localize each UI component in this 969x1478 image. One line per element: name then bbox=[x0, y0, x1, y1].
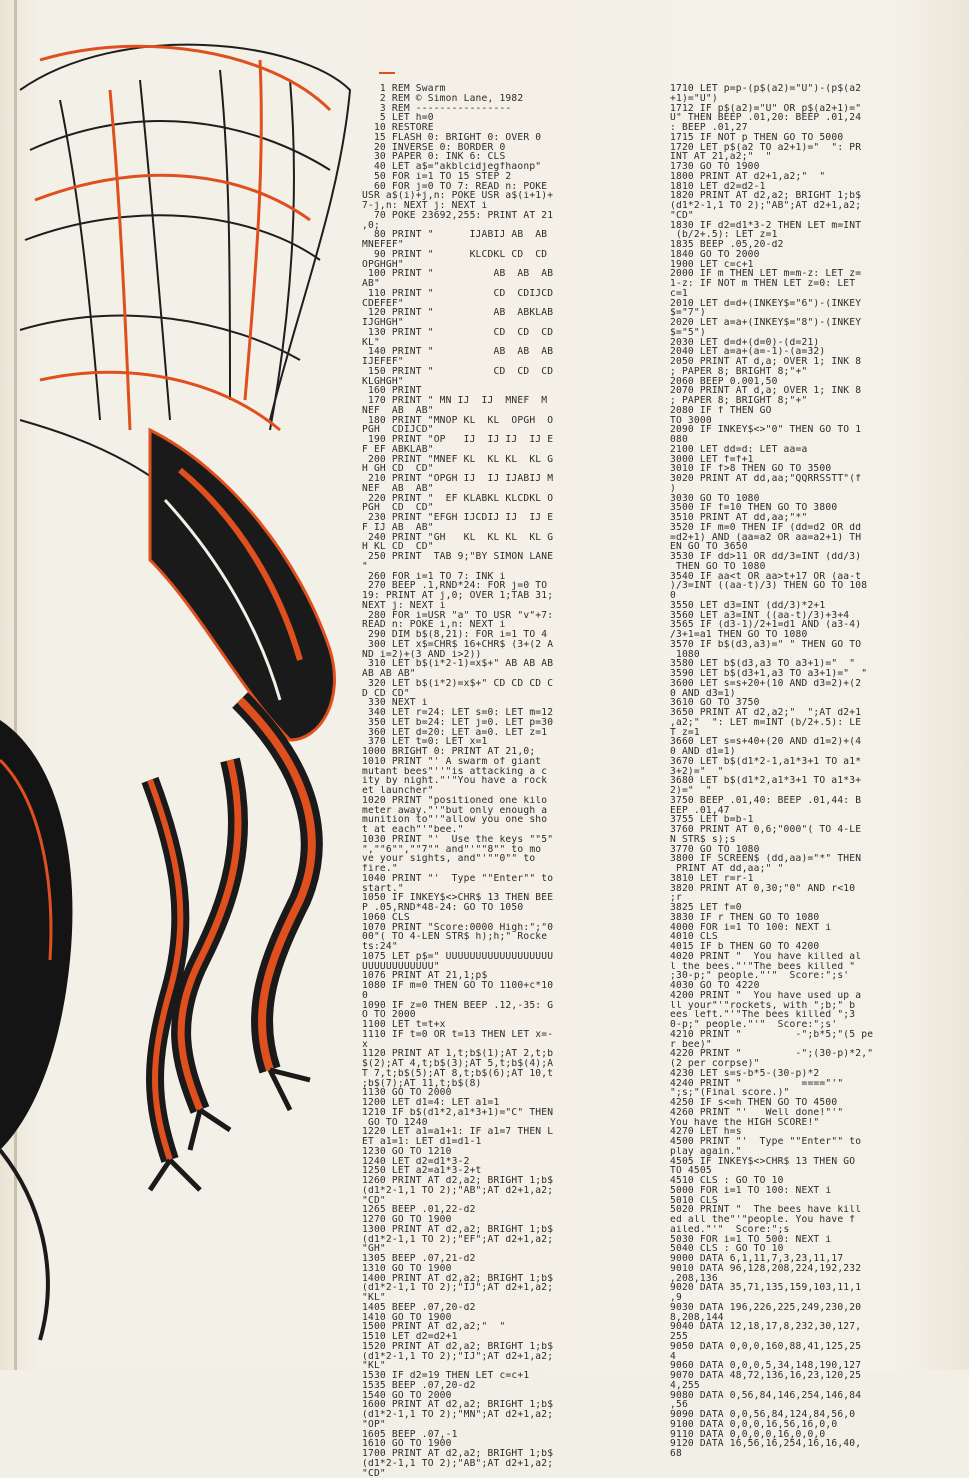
code-line: 10 RESTORE bbox=[362, 123, 612, 133]
code-line: 1060 CLS bbox=[362, 913, 612, 923]
code-line: 1310 GO TO 1900 bbox=[362, 1264, 612, 1274]
code-line: (b/2+.5): LET z=1 bbox=[670, 230, 955, 240]
code-line: 1270 GO TO 1900 bbox=[362, 1215, 612, 1225]
listing-column-1 bbox=[362, 84, 612, 1478]
code-line: 0 AND d1=1) bbox=[670, 747, 955, 757]
code-line: $="5") bbox=[670, 328, 955, 338]
code-line: ; PAPER 8; BRIGHT 8;"+" bbox=[670, 396, 955, 406]
code-line: 4240 PRINT " ===="'" bbox=[670, 1079, 955, 1089]
wing-red-veins bbox=[35, 46, 330, 430]
code-line: =d2+1) AND (aa=a2 OR aa=a2+1) TH bbox=[670, 533, 955, 543]
code-line: 8,208,144 bbox=[670, 1313, 955, 1323]
code-line: GO TO 1240 bbox=[362, 1118, 612, 1128]
bee-abdomen bbox=[0, 720, 72, 1340]
code-line: 1500 PRINT AT d2,a2;" " bbox=[362, 1322, 612, 1332]
code-line: 0 bbox=[362, 991, 612, 1001]
code-line: : BEEP .01,27 bbox=[670, 123, 955, 133]
code-line: ,56 bbox=[670, 1400, 955, 1410]
code-line: 9000 DATA 6,1,11,7,3,23,11,17 bbox=[670, 1254, 955, 1264]
code-line: 3825 LET f=0 bbox=[670, 903, 955, 913]
code-line: 3755 LET b=b-1 bbox=[670, 815, 955, 825]
code-line: 220 PRINT " EF KLABKL KLCDKL O bbox=[362, 494, 612, 504]
code-line: 1715 IF NOT p THEN GO TO 5000 bbox=[670, 133, 955, 143]
code-line: ,9 bbox=[670, 1293, 955, 1303]
code-line: IJEFEF" bbox=[362, 357, 612, 367]
code-line: 200 PRINT "MNEF KL KL KL KL G bbox=[362, 455, 612, 465]
code-line: 7-j,n: NEXT j: NEXT i bbox=[362, 201, 612, 211]
code-line: ",""6"",""7"" and"'""8"" to mo bbox=[362, 845, 612, 855]
code-line: 3570 IF b$(d3,a3)=" " THEN GO TO bbox=[670, 640, 955, 650]
code-line: 1050 IF INKEY$<>CHR$ 13 THEN BEE bbox=[362, 893, 612, 903]
code-line: 1200 LET d1=4: LET a1=1 bbox=[362, 1098, 612, 1108]
code-line: 2050 PRINT AT d,a; OVER 1; INK 8 bbox=[670, 357, 955, 367]
code-line: 1265 BEEP .01,22-d2 bbox=[362, 1205, 612, 1215]
code-line: 9110 DATA 0,0,0,0,16,0,0,0 bbox=[670, 1430, 955, 1440]
code-line: 3680 LET b$(d1*2,a1*3+1 TO a1*3+ bbox=[670, 776, 955, 786]
code-line: 1720 LET p$(a2 TO a2+1)=" ": PR bbox=[670, 143, 955, 153]
code-line: "OP" bbox=[362, 1420, 612, 1430]
decorative-dash bbox=[379, 72, 395, 74]
code-line: 2100 LET dd=d: LET aa=a bbox=[670, 445, 955, 455]
code-line: D CD CD" bbox=[362, 689, 612, 699]
code-line: " bbox=[362, 562, 612, 572]
code-line: 2010 LET d=d+(INKEY$="6")-(INKEY bbox=[670, 299, 955, 309]
bee-legs bbox=[150, 700, 312, 1190]
code-line: U" THEN BEEP .01,20: BEEP .01,24 bbox=[670, 113, 955, 123]
code-line: 40 LET a$="akblcidjegfhaonp" bbox=[362, 162, 612, 172]
code-line: ve your sights, and"'""0"" to bbox=[362, 854, 612, 864]
code-line: THEN GO TO 1080 bbox=[670, 562, 955, 572]
code-line: 3820 PRINT AT 0,30;"0" AND r<10 bbox=[670, 884, 955, 894]
code-line: 3 REM ---------------- bbox=[362, 104, 612, 114]
code-line: 3770 GO TO 1080 bbox=[670, 845, 955, 855]
code-line: NEXT j: NEXT i bbox=[362, 601, 612, 611]
code-line: 5020 PRINT " The bees have kill bbox=[670, 1205, 955, 1215]
code-line: 15 FLASH 0: BRIGHT 0: OVER 0 bbox=[362, 133, 612, 143]
code-line: N STR$ s);s bbox=[670, 835, 955, 845]
code-line: ity by night."'"You have a rock bbox=[362, 776, 612, 786]
code-line: 4030 GO TO 4220 bbox=[670, 981, 955, 991]
code-line: 260 FOR i=1 TO 7: INK i bbox=[362, 572, 612, 582]
code-line: 9050 DATA 0,0,0,160,88,41,125,25 bbox=[670, 1342, 955, 1352]
code-line: "CD" bbox=[670, 211, 955, 221]
code-line: 3800 IF SCREEN$ (dd,aa)="*" THEN bbox=[670, 854, 955, 864]
code-line: 3660 LET s=s+40+(20 AND d1=2)+(4 bbox=[670, 737, 955, 747]
code-line: (d1*2-1,1 TO 2);"IJ";AT d2+1,a2; bbox=[362, 1283, 612, 1293]
code-line: (2 per corpse)" bbox=[670, 1059, 955, 1069]
code-line: 4 bbox=[670, 1352, 955, 1362]
code-line: 2030 LET d=d+(d=0)-(d=21) bbox=[670, 338, 955, 348]
code-line: ;b$(7);AT 11,t;b$(8) bbox=[362, 1079, 612, 1089]
code-line: 9040 DATA 12,18,17,8,232,30,127, bbox=[670, 1322, 955, 1332]
code-line: 5000 FOR i=1 TO 100: NEXT i bbox=[670, 1186, 955, 1196]
code-line: +1)="U") bbox=[670, 94, 955, 104]
code-line: 3810 LET r=r-1 bbox=[670, 874, 955, 884]
code-line: 300 LET x$=CHR$ 16+CHR$ (3+(2 A bbox=[362, 640, 612, 650]
code-line: PGH CD CD" bbox=[362, 503, 612, 513]
code-line: NEF AB AB" bbox=[362, 484, 612, 494]
code-line: 9060 DATA 0,0,0,5,34,148,190,127 bbox=[670, 1361, 955, 1371]
code-line: 1535 BEEP .07,20-d2 bbox=[362, 1381, 612, 1391]
code-line: 9100 DATA 0,0,0,16,56,16,0,0 bbox=[670, 1420, 955, 1430]
code-line: AB AB AB" bbox=[362, 669, 612, 679]
code-line: 2090 IF INKEY$<>"0" THEN GO TO 1 bbox=[670, 425, 955, 435]
code-line: 100 PRINT " AB AB AB bbox=[362, 269, 612, 279]
code-line: ND i=2)+(3 AND i>2)) bbox=[362, 650, 612, 660]
code-line: c=1 bbox=[670, 289, 955, 299]
code-line: (d1*2-1,1 TO 2);"AB";AT d2+1,a2; bbox=[670, 201, 955, 211]
code-line: fire." bbox=[362, 864, 612, 874]
code-line: munition to"'"allow you one sho bbox=[362, 815, 612, 825]
code-line: 1405 BEEP .07,20-d2 bbox=[362, 1303, 612, 1313]
code-line: 2070 PRINT AT d,a; OVER 1; INK 8 bbox=[670, 386, 955, 396]
code-line: READ n: POKE i,n: NEXT i bbox=[362, 620, 612, 630]
code-line: 3010 IF f>8 THEN GO TO 3500 bbox=[670, 464, 955, 474]
code-line: 360 LET d=20: LET a=0. LET z=1 bbox=[362, 728, 612, 738]
code-line: INT AT 21,a2;" " bbox=[670, 152, 955, 162]
code-line: MNEFEF" bbox=[362, 240, 612, 250]
code-line: 120 PRINT " AB ABKLAB bbox=[362, 308, 612, 318]
code-line: T z=1 bbox=[670, 728, 955, 738]
code-line: 50 FOR i=1 TO 15 STEP 2 bbox=[362, 172, 612, 182]
code-line: 3020 PRINT AT dd,aa;"QQRRSSTT"(f bbox=[670, 474, 955, 484]
code-line: 3520 IF m=0 THEN IF (dd=d2 OR dd bbox=[670, 523, 955, 533]
code-line: PGH CDIJCD" bbox=[362, 425, 612, 435]
code-line: ,208,136 bbox=[670, 1274, 955, 1284]
code-line: 1810 LET d2=d2-1 bbox=[670, 182, 955, 192]
code-line: 9120 DATA 16,56,16,254,16,16,40, bbox=[670, 1439, 955, 1449]
code-line: 280 FOR i=USR "a" TO USR "v"+7: bbox=[362, 611, 612, 621]
code-line: 9010 DATA 96,128,208,224,192,232 bbox=[670, 1264, 955, 1274]
code-line: 1300 PRINT AT d2,a2; BRIGHT 1;b$ bbox=[362, 1225, 612, 1235]
code-line: 4200 PRINT " You have used up a bbox=[670, 991, 955, 1001]
code-line: ed all the"'"people. You have f bbox=[670, 1215, 955, 1225]
code-line: 3510 PRINT AT dd,aa;"*" bbox=[670, 513, 955, 523]
code-line: 240 PRINT "GH KL KL KL KL G bbox=[362, 533, 612, 543]
code-line: 290 DIM b$(8,21): FOR i=1 TO 4 bbox=[362, 630, 612, 640]
code-line: 30 PAPER 0: INK 6: CLS bbox=[362, 152, 612, 162]
code-line: 3600 LET s=s+20+(10 AND d3=2)+(2 bbox=[670, 679, 955, 689]
code-line: "KL" bbox=[362, 1293, 612, 1303]
code-line: You have the HIGH SCORE!" bbox=[670, 1118, 955, 1128]
code-line: 4020 PRINT " You have killed al bbox=[670, 952, 955, 962]
code-line: 3540 IF aa<t OR aa>t+17 OR (aa-t bbox=[670, 572, 955, 582]
code-line: 90 PRINT " KLCDKL CD CD bbox=[362, 250, 612, 260]
code-line: 4010 CLS bbox=[670, 932, 955, 942]
code-line: (d1*2-1,1 TO 2);"AB";AT d2+1,a2; bbox=[362, 1459, 612, 1469]
code-line: ll your"'"rockets, with ";b;" b bbox=[670, 1001, 955, 1011]
code-line: 3670 LET b$(d1*2-1,a1*3+1 TO a1* bbox=[670, 757, 955, 767]
code-line: 2060 BEEP 0.001,50 bbox=[670, 377, 955, 387]
code-line: play again." bbox=[670, 1147, 955, 1157]
code-line: 110 PRINT " CD CDIJCD bbox=[362, 289, 612, 299]
code-line: USR a$(i)+j,n: POKE USR a$(i+1)+ bbox=[362, 191, 612, 201]
code-line: 3590 LET b$(d3+1,a3 TO a3+1)=" " bbox=[670, 669, 955, 679]
code-line: 4015 IF b THEN GO TO 4200 bbox=[670, 942, 955, 952]
code-line: 1712 IF p$(a2)="U" OR p$(a2+1)=" bbox=[670, 104, 955, 114]
code-line: mutant bees"''"is attacking a c bbox=[362, 767, 612, 777]
code-line: 3830 IF r THEN GO TO 1080 bbox=[670, 913, 955, 923]
code-line: 9080 DATA 0,56,84,146,254,146,84 bbox=[670, 1391, 955, 1401]
code-line: l the bees."'"The bees killed " bbox=[670, 962, 955, 972]
code-line: 5030 FOR i=1 TO 500: NEXT i bbox=[670, 1235, 955, 1245]
code-line: 170 PRINT " MN IJ IJ MNEF M bbox=[362, 396, 612, 406]
code-line: 1100 LET t=t+x bbox=[362, 1020, 612, 1030]
code-line: 4505 IF INKEY$<>CHR$ 13 THEN GO bbox=[670, 1157, 955, 1167]
code-line: 2000 IF m THEN LET m=m-z: LET z= bbox=[670, 269, 955, 279]
code-line: 1820 PRINT AT d2,a2; BRIGHT 1;b$ bbox=[670, 191, 955, 201]
code-line: KL" bbox=[362, 338, 612, 348]
code-line: 4,255 bbox=[670, 1381, 955, 1391]
code-line: 1 REM Swarm bbox=[362, 84, 612, 94]
code-line: 00"( TO 4-LEN STR$ h);h;" Rocke bbox=[362, 932, 612, 942]
code-line: 1510 LET d2=d2+1 bbox=[362, 1332, 612, 1342]
code-line: (d1*2-1,1 TO 2);"AB";AT d2+1,a2; bbox=[362, 1186, 612, 1196]
code-line: 5040 CLS : GO TO 10 bbox=[670, 1244, 955, 1254]
code-line: 1-z: IF NOT m THEN LET z=0: LET bbox=[670, 279, 955, 289]
code-line: 1076 PRINT AT 21,1;p$ bbox=[362, 971, 612, 981]
code-line: T 7,t;b$(5);AT 8,t;b$(6);AT 10,t bbox=[362, 1069, 612, 1079]
code-line: 1250 LET a2=a1*3-2+t bbox=[362, 1166, 612, 1176]
code-line: 150 PRINT " CD CD CD bbox=[362, 367, 612, 377]
code-line: ts:24" bbox=[362, 942, 612, 952]
code-line: 1080 bbox=[670, 650, 955, 660]
code-line: 1730 GO TO 1900 bbox=[670, 162, 955, 172]
code-line: 4500 PRINT "' Type ""Enter"" to bbox=[670, 1137, 955, 1147]
code-line: (d1*2-1,1 TO 2);"IJ";AT d2+1,a2; bbox=[362, 1352, 612, 1362]
code-line: 190 PRINT "OP IJ IJ IJ IJ E bbox=[362, 435, 612, 445]
code-line: 1835 BEEP .05,20-d2 bbox=[670, 240, 955, 250]
code-line: 350 LET b=24: LET j=0. LET p=30 bbox=[362, 718, 612, 728]
code-line: 1410 GO TO 1900 bbox=[362, 1313, 612, 1323]
code-line: 4510 CLS : GO TO 10 bbox=[670, 1176, 955, 1186]
code-line: 19: PRINT AT j,0; OVER 1;TAB 31; bbox=[362, 591, 612, 601]
code-line: 250 PRINT TAB 9;"BY SIMON LANE bbox=[362, 552, 612, 562]
code-line: 270 BEEP .1,RND*24: FOR j=0 TO bbox=[362, 581, 612, 591]
code-line: 5 LET h=0 bbox=[362, 113, 612, 123]
code-line: AB" bbox=[362, 279, 612, 289]
code-line: 9090 DATA 0,0,56,84,124,84,56,0 bbox=[670, 1410, 955, 1420]
code-line: 4000 FOR i=1 TO 100: NEXT i bbox=[670, 923, 955, 933]
code-line: ;30-p;" people."'" Score:";s' bbox=[670, 971, 955, 981]
code-line: 3530 IF dd>11 OR dd/3=INT (dd/3) bbox=[670, 552, 955, 562]
code-line: 1610 GO TO 1900 bbox=[362, 1439, 612, 1449]
code-line: 1230 GO TO 1210 bbox=[362, 1147, 612, 1157]
code-line: H GH CD CD" bbox=[362, 464, 612, 474]
code-line: 60 FOR j=0 TO 7: READ n: POKE bbox=[362, 182, 612, 192]
code-line: ;r bbox=[670, 893, 955, 903]
code-line: 1030 PRINT "' Use the keys ""5" bbox=[362, 835, 612, 845]
code-line: 2080 IF f THEN GO bbox=[670, 406, 955, 416]
code-line: 4210 PRINT " -";b*5;"(5 pe bbox=[670, 1030, 955, 1040]
code-line: 1010 PRINT "' A swarm of giant bbox=[362, 757, 612, 767]
code-line: (d1*2-1,1 TO 2);"MN";AT d2+1,a2; bbox=[362, 1410, 612, 1420]
code-line: EN GO TO 3650 bbox=[670, 542, 955, 552]
code-line: 370 LET t=0: LET x=1 bbox=[362, 737, 612, 747]
code-line: 1260 PRINT AT d2,a2; BRIGHT 1;b$ bbox=[362, 1176, 612, 1186]
code-line: O TO 2000 bbox=[362, 1010, 612, 1020]
code-line: 1600 PRINT AT d2,a2; BRIGHT 1;b$ bbox=[362, 1400, 612, 1410]
code-line: 5010 CLS bbox=[670, 1196, 955, 1206]
code-line: meter away."'"but only enough a bbox=[362, 806, 612, 816]
code-line: TO 4505 bbox=[670, 1166, 955, 1176]
bee-body bbox=[150, 430, 334, 740]
code-line: "KL" bbox=[362, 1361, 612, 1371]
code-line: ,0; bbox=[362, 221, 612, 231]
code-line: 0 AND d3=1) bbox=[670, 689, 955, 699]
code-line: et launcher" bbox=[362, 786, 612, 796]
code-line: $="7") bbox=[670, 308, 955, 318]
code-line: 1075 LET p$=" UUUUUUUUUUUUUUUUUU bbox=[362, 952, 612, 962]
code-line: 1130 GO TO 2000 bbox=[362, 1088, 612, 1098]
code-line: 4260 PRINT "' Well done!"'" bbox=[670, 1108, 955, 1118]
code-line: t at each"'"bee." bbox=[362, 825, 612, 835]
code-line: )/3=INT ((aa-t)/3) THEN GO TO 108 bbox=[670, 581, 955, 591]
code-line: 3500 IF f=10 THEN GO TO 3800 bbox=[670, 503, 955, 513]
code-line: 2020 LET a=a+(INKEY$="8")-(INKEY bbox=[670, 318, 955, 328]
code-line: 1400 PRINT AT d2,a2; BRIGHT 1;b$ bbox=[362, 1274, 612, 1284]
code-line: EEP .01,47 bbox=[670, 806, 955, 816]
code-line: (d1*2-1,1 TO 2);"EF";AT d2+1,a2; bbox=[362, 1235, 612, 1245]
code-line: 3650 PRINT AT d2,a2;" ";AT d2+1 bbox=[670, 708, 955, 718]
code-line: H KL CD CD" bbox=[362, 542, 612, 552]
code-line: 1520 PRINT AT d2,a2; BRIGHT 1;b$ bbox=[362, 1342, 612, 1352]
code-line: 340 LET r=24: LET s=0: LET m=12 bbox=[362, 708, 612, 718]
code-line: "GH" bbox=[362, 1244, 612, 1254]
code-line: 3750 BEEP .01,40: BEEP .01,44: B bbox=[670, 796, 955, 806]
code-line: 1530 IF d2=19 THEN LET c=c+1 bbox=[362, 1371, 612, 1381]
code-line: 2040 LET a=a+(a=-1)-(a=32) bbox=[670, 347, 955, 357]
code-line: ET a1=1: LET d1=d1-1 bbox=[362, 1137, 612, 1147]
code-line: 180 PRINT "MNOP KL KL OPGH O bbox=[362, 416, 612, 426]
code-line: ailed."'" Score:";s bbox=[670, 1225, 955, 1235]
code-line: 9030 DATA 196,226,225,249,230,20 bbox=[670, 1303, 955, 1313]
code-line: 1090 IF z=0 THEN BEEP .12,-35: G bbox=[362, 1001, 612, 1011]
code-line: 1305 BEEP .07,21-d2 bbox=[362, 1254, 612, 1264]
code-line: 230 PRINT "EFGH IJCDIJ IJ IJ E bbox=[362, 513, 612, 523]
code-line: 330 NEXT i bbox=[362, 698, 612, 708]
code-line: 3000 LET f=f+1 bbox=[670, 455, 955, 465]
code-line: 0 bbox=[670, 591, 955, 601]
code-line: 1220 LET a1=a1+1: IF a1=7 THEN L bbox=[362, 1127, 612, 1137]
code-line: F EF ABKLAB" bbox=[362, 445, 612, 455]
code-line: 310 LET b$(i*2-1)=x$+" AB AB AB bbox=[362, 659, 612, 669]
code-line: 130 PRINT " CD CD CD bbox=[362, 328, 612, 338]
code-line: 1080 IF m=0 THEN GO TO 1100+c*10 bbox=[362, 981, 612, 991]
code-line: NEF AB AB" bbox=[362, 406, 612, 416]
code-line: 4250 IF s<=h THEN GO TO 4500 bbox=[670, 1098, 955, 1108]
code-line: UUUUUUUUUUUU" bbox=[362, 962, 612, 972]
code-line: 1605 BEEP .07,-1 bbox=[362, 1430, 612, 1440]
code-line: KLGHGH" bbox=[362, 377, 612, 387]
code-line: 140 PRINT " AB AB AB bbox=[362, 347, 612, 357]
code-line: 1840 GO TO 2000 bbox=[670, 250, 955, 260]
code-line: 3030 GO TO 1080 bbox=[670, 494, 955, 504]
code-line: P .05,RND*48-24: GO TO 1050 bbox=[362, 903, 612, 913]
code-line: 2 REM © Simon Lane, 1982 bbox=[362, 94, 612, 104]
code-line: TO 3000 bbox=[670, 416, 955, 426]
code-line: 3550 LET d3=INT (dd/3)*2+1 bbox=[670, 601, 955, 611]
code-line: 20 INVERSE 0: BORDER 0 bbox=[362, 143, 612, 153]
code-line: IJGHGH" bbox=[362, 318, 612, 328]
code-line: 1000 BRIGHT 0: PRINT AT 21,0; bbox=[362, 747, 612, 757]
code-line: 9070 DATA 48,72,136,16,23,120,25 bbox=[670, 1371, 955, 1381]
code-line: 210 PRINT "OPGH IJ IJ IJABIJ M bbox=[362, 474, 612, 484]
code-line: 2)=" " bbox=[670, 786, 955, 796]
code-line: PRINT AT dd,aa;" " bbox=[670, 864, 955, 874]
code-line: 3565 IF (d3-1)/2+1=d1 AND (a3-4) bbox=[670, 620, 955, 630]
code-line: 1070 PRINT "Score:0000 High:";"0 bbox=[362, 923, 612, 933]
code-line: 1800 PRINT AT d2+1,a2;" " bbox=[670, 172, 955, 182]
code-line: CDEFEF" bbox=[362, 299, 612, 309]
code-line: 9020 DATA 35,71,135,159,103,11,1 bbox=[670, 1283, 955, 1293]
code-line: 1540 GO TO 2000 bbox=[362, 1391, 612, 1401]
code-line: 3580 LET b$(d3,a3 TO a3+1)=" " bbox=[670, 659, 955, 669]
code-line: 1110 IF t=0 OR t=13 THEN LET x=- bbox=[362, 1030, 612, 1040]
code-line: OPGHGH" bbox=[362, 260, 612, 270]
code-line: start." bbox=[362, 884, 612, 894]
code-line: 1020 PRINT "positioned one kilo bbox=[362, 796, 612, 806]
code-line: 4230 LET s=s-b*5-(30-p)*2 bbox=[670, 1069, 955, 1079]
code-line: /3+1=a1 THEN GO TO 1080 bbox=[670, 630, 955, 640]
code-line: 4270 LET h=s bbox=[670, 1127, 955, 1137]
code-line: r bee)" bbox=[670, 1040, 955, 1050]
code-line: x bbox=[362, 1040, 612, 1050]
code-line: 320 LET b$(i*2)=x$+" CD CD CD C bbox=[362, 679, 612, 689]
code-line: 70 POKE 23692,255: PRINT AT 21 bbox=[362, 211, 612, 221]
code-line: 1700 PRINT AT d2,a2; BRIGHT 1;b$ bbox=[362, 1449, 612, 1459]
code-line: ,a2;" ": LET m=INT (b/2+.5): LE bbox=[670, 718, 955, 728]
code-line: 160 PRINT bbox=[362, 386, 612, 396]
code-line: 1900 LET c=c+1 bbox=[670, 260, 955, 270]
code-line: 4220 PRINT " -";(30-p)*2," bbox=[670, 1049, 955, 1059]
code-line: 1830 IF d2=d1*3-2 THEN LET m=INT bbox=[670, 221, 955, 231]
code-line: 1040 PRINT "' Type ""Enter"" to bbox=[362, 874, 612, 884]
code-line: ees left."'"The bees killed ";3 bbox=[670, 1010, 955, 1020]
code-line: 0-p;" people."'" Score:";s' bbox=[670, 1020, 955, 1030]
code-line: 3+2)=" " bbox=[670, 767, 955, 777]
code-line: 1710 LET p=p-(p$(a2)="U")-(p$(a2 bbox=[670, 84, 955, 94]
listing-column-2 bbox=[670, 84, 955, 1459]
code-line: ";s;"(Final score.)" bbox=[670, 1088, 955, 1098]
code-line: ; PAPER 8; BRIGHT 8;"+" bbox=[670, 367, 955, 377]
code-line: 080 bbox=[670, 435, 955, 445]
code-line: ) bbox=[670, 484, 955, 494]
code-line: 255 bbox=[670, 1332, 955, 1342]
code-line: 1240 LET d2=d1*3-2 bbox=[362, 1157, 612, 1167]
code-line: 3610 GO TO 3750 bbox=[670, 698, 955, 708]
code-line: "CD" bbox=[362, 1196, 612, 1206]
code-line: "CD" bbox=[362, 1469, 612, 1478]
code-line: $(2);AT 4,t;b$(3);AT 5,t;b$(4);A bbox=[362, 1059, 612, 1069]
code-line: 1210 IF b$(d1*2,a1*3+1)="C" THEN bbox=[362, 1108, 612, 1118]
code-line: 3760 PRINT AT 0,6;"000"( TO 4-LE bbox=[670, 825, 955, 835]
code-line: 80 PRINT " IJABIJ AB AB bbox=[362, 230, 612, 240]
code-line: 3560 LET a3=INT ((aa-t)/3)+3+4 bbox=[670, 611, 955, 621]
code-line: 1120 PRINT AT 1,t;b$(1);AT 2,t;b bbox=[362, 1049, 612, 1059]
bee-illustration bbox=[0, 0, 360, 1370]
code-line: 68 bbox=[670, 1449, 955, 1459]
code-line: F IJ AB AB" bbox=[362, 523, 612, 533]
